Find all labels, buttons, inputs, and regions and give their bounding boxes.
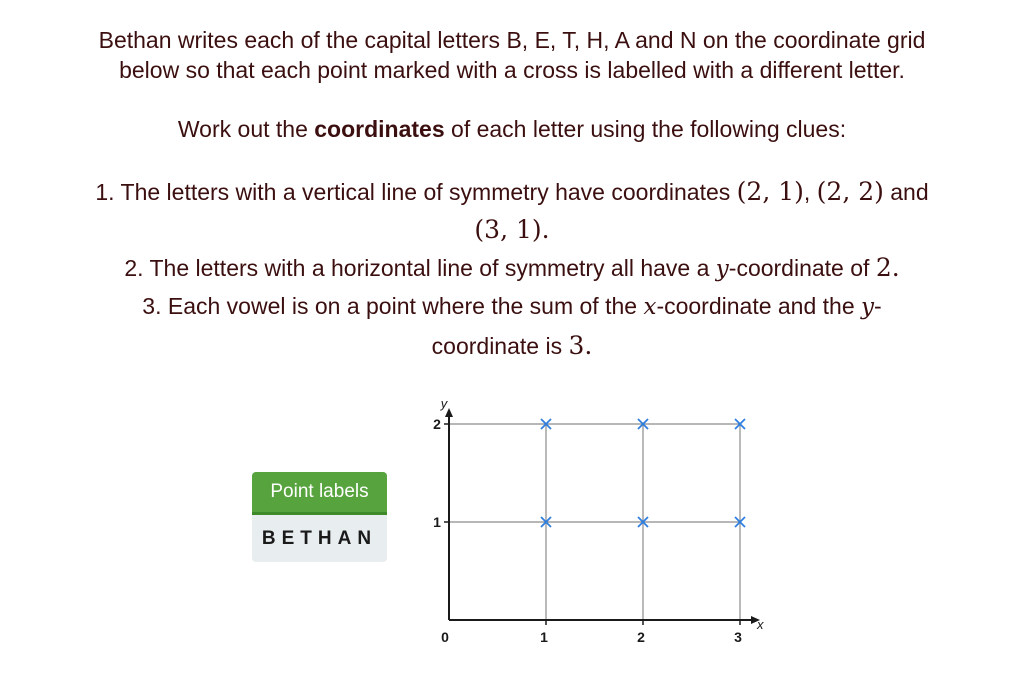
point-labels-title: Point labels (252, 472, 387, 515)
y-tick-label-2: 2 (433, 416, 441, 432)
clue-1-sep: , (803, 179, 817, 205)
clue-1-coord-2: (2, 2) (816, 177, 884, 206)
intro-line-1: Bethan writes each of the capital letters B, E, T, H, A and N on the coordinate grid (98, 27, 926, 53)
clue-3-line-2: coordinate is (431, 333, 569, 359)
y-tick-label-1: 1 (433, 514, 441, 530)
instruction-suffix: of each letter using the following clues: (444, 116, 847, 142)
instruction-bold: coordinates (314, 116, 445, 142)
x-tick-label-0: 0 (441, 629, 449, 645)
x-tick-label-3: 3 (734, 629, 742, 645)
x-tick-label-2: 2 (637, 629, 645, 645)
point-labels-letters[interactable]: BETHAN (261, 528, 378, 549)
clue-1-coord-3: (3, 1). (474, 215, 550, 244)
clue-1-coord-1: (2, 1) (736, 177, 804, 206)
clue-3-text: 3. Each vowel is on a point where the sum of the (142, 293, 644, 319)
clue-2-num: 2. (875, 253, 900, 282)
clue-3-var-x: x (643, 294, 657, 320)
clue-3-mid: -coordinate and the (656, 293, 862, 319)
clue-2-text: 2. The letters with a horizontal line of symmetry all have a (124, 255, 716, 281)
clue-1-text: 1. The letters with a vertical line of symmetry have coordinates (95, 179, 737, 205)
clue-3-num: 3. (568, 331, 593, 360)
intro-line-2: below so that each point marked with a cross is labelled with a different letter. (119, 57, 905, 83)
x-tick-label-1: 1 (540, 629, 548, 645)
clue-2-mid: -coordinate of (728, 255, 876, 281)
clue-3-var-y: y (861, 294, 875, 320)
x-axis-label: x (757, 617, 764, 632)
clue-3-dash: - (874, 293, 882, 319)
instruction-prefix: Work out the (177, 116, 315, 142)
clue-1-and: and (883, 179, 929, 205)
clue-2-var-y: y (715, 256, 729, 282)
y-axis-label: y (440, 396, 448, 411)
